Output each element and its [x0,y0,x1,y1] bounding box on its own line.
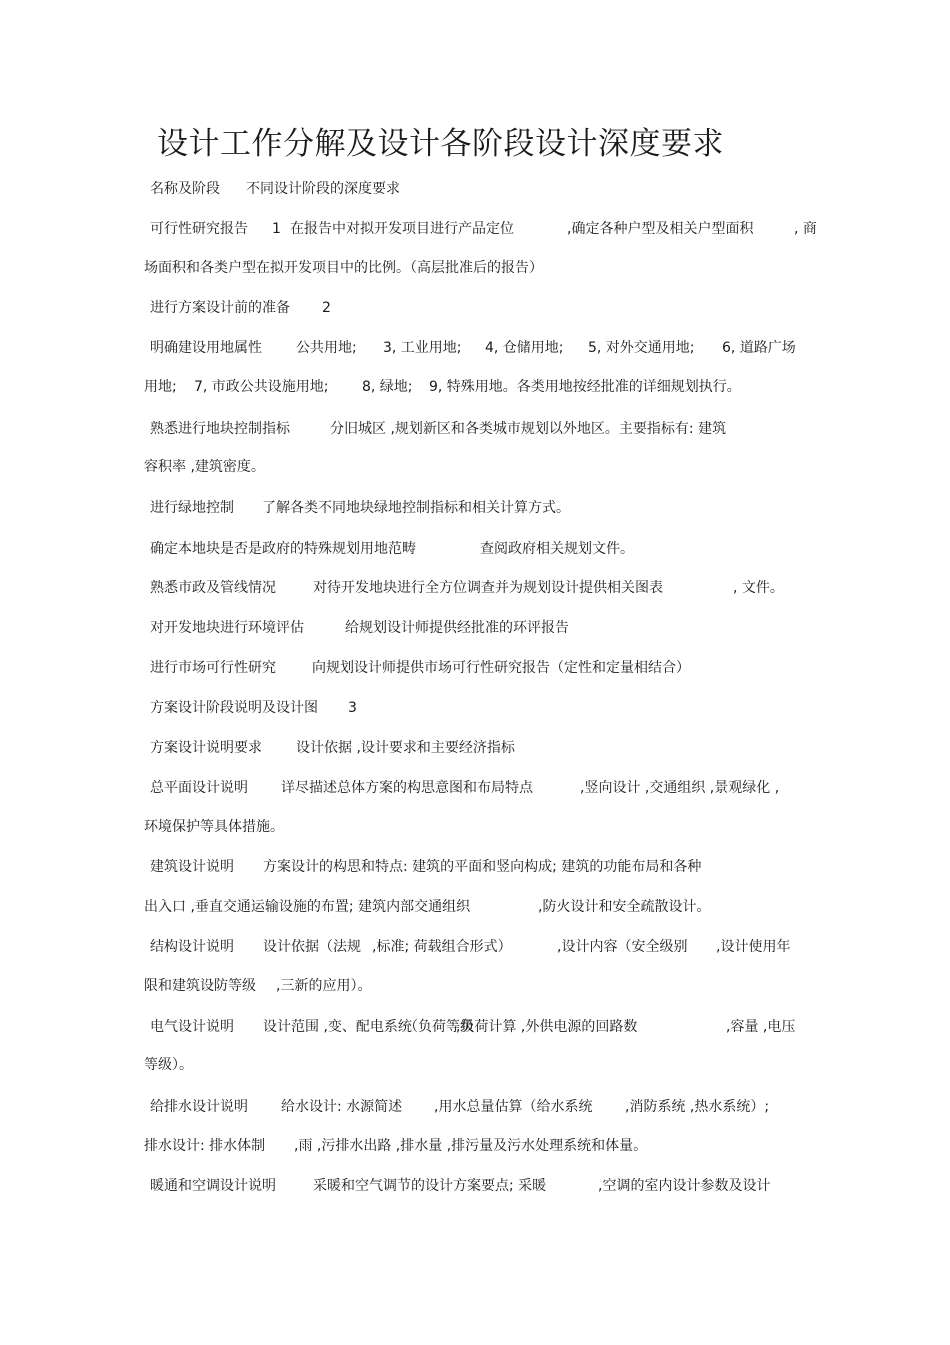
text-segment: 3, 工业用地; [383,340,462,356]
text-segment: ,负荷计算 ,外供电源的回路数 [456,1019,638,1035]
text-segment: 确定本地块是否是政府的特殊规划用地范畴 [150,541,416,557]
text-segment: ,防火设计和安全疏散设计。 [538,899,711,915]
text-segment: 出入口 ,垂直交通运输设施的布置; 建筑内部交通组织 [144,899,471,915]
text-segment: 熟悉市政及管线情况 [150,580,276,596]
text-segment: ,竖向设计 ,交通组织 ,景观绿化 , [580,780,780,796]
text-segment: 给规划设计师提供经批准的环评报告 [345,620,569,636]
text-segment: 熟悉进行地块控制指标 [150,421,290,437]
text-segment: 等级）。 [144,1057,193,1073]
text-segment: ,设计使用年 [716,939,791,955]
text-segment: 公共用地; [296,340,357,356]
text-segment: 设计依据 ,设计要求和主要经济指标 [296,740,515,756]
text-segment: 5, 对外交通用地; [588,340,695,356]
text-segment: 不同设计阶段的深度要求 [246,181,400,197]
text-segment: 对待开发地块进行全方位调查并为规划设计提供相关图表 [313,580,663,596]
text-segment: 名称及阶段 [150,181,220,197]
text-segment: 详尽描述总体方案的构思意图和布局特点 [281,780,533,796]
text-segment: 进行绿地控制 [150,500,234,516]
text-segment: 场面积和各类户型在拟开发项目中的比例。（高层批准后的报告） [144,260,543,276]
text-segment: 用地; [144,379,177,395]
text-segment: ,消防系统 ,热水系统）; [625,1099,770,1115]
text-segment: 方案设计说明要求 [150,740,262,756]
text-segment: , 文件。 [733,580,784,596]
text-segment: 环境保护等具体措施。 [144,819,284,835]
text-segment: ,用水总量估算（给水系统 [434,1099,593,1115]
text-segment: 进行方案设计前的准备 [150,300,290,316]
text-segment: 给水设计: 水源简述 [281,1099,403,1115]
text-segment: 建筑设计说明 [150,859,234,875]
text-segment: 在报告中对拟开发项目进行产品定位 [290,221,514,237]
text-segment: 可行性研究报告 [150,221,248,237]
text-segment: ,标准; 荷载组合形式） [372,939,512,955]
text-segment: 限和建筑设防等级 [144,978,256,994]
text-segment: 8, 绿地; [362,379,413,395]
text-segment: 3 [348,700,357,716]
text-segment: 对开发地块进行环境评估 [150,620,304,636]
text-segment: 向规划设计师提供市场可行性研究报告（定性和定量相结合） [312,660,690,676]
text-segment: 采暖和空气调节的设计方案要点; 采暖 [313,1178,547,1194]
text-segment: 4, 仓储用地; [485,340,564,356]
text-segment: ,容量 ,电压 [726,1019,796,1035]
text-segment: 2 [322,300,331,316]
text-segment: 排水设计: 排水体制 [144,1138,266,1154]
text-segment: 明确建设用地属性 [150,340,262,356]
text-segment: ,三新的应用）。 [276,978,372,994]
text-segment: 了解各类不同地块绿地控制指标和相关计算方式。 [262,500,570,516]
document-title: 设计工作分解及设计各阶段设计深度要求 [157,126,724,162]
text-segment: 6, 道路广场 [722,340,796,356]
text-segment: 1 [272,221,281,237]
text-segment: 7, 市政公共设施用地; [194,379,329,395]
text-segment: 总平面设计说明 [150,780,248,796]
text-segment: ,设计内容（安全级别 [557,939,688,955]
text-segment: 9, 特殊用地。各类用地按经批准的详细规划执行。 [429,379,741,395]
text-segment: ,空调的室内设计参数及设计 [598,1178,771,1194]
text-segment: , 商 [794,221,817,237]
text-segment: 电气设计说明 [150,1019,234,1035]
text-segment: 暖通和空调设计说明 [150,1178,276,1194]
text-segment: 查阅政府相关规划文件。 [480,541,634,557]
text-segment: （负荷等级 [404,1019,474,1035]
text-segment: ,确定各种户型及相关户型面积 [567,221,754,237]
text-segment: 进行市场可行性研究 [150,660,276,676]
text-segment: 设计范围 ,变、配电系统 [263,1019,412,1035]
text-segment: ,雨 ,污排水出路 ,排水量 ,排污量及污水处理系统和体量。 [294,1138,648,1154]
text-segment: 分旧城区 ,规划新区和各类城市规划以外地区。主要指标有: 建筑 [330,421,727,437]
text-segment: 设计依据（法规 [263,939,361,955]
text-segment: 给排水设计说明 [150,1099,248,1115]
text-segment: 结构设计说明 [150,939,234,955]
text-segment: 方案设计阶段说明及设计图 [150,700,318,716]
text-segment: 方案设计的构思和特点: 建筑的平面和竖向构成; 建筑的功能布局和各种 [263,859,702,875]
text-segment: 容积率 ,建筑密度。 [144,459,265,475]
